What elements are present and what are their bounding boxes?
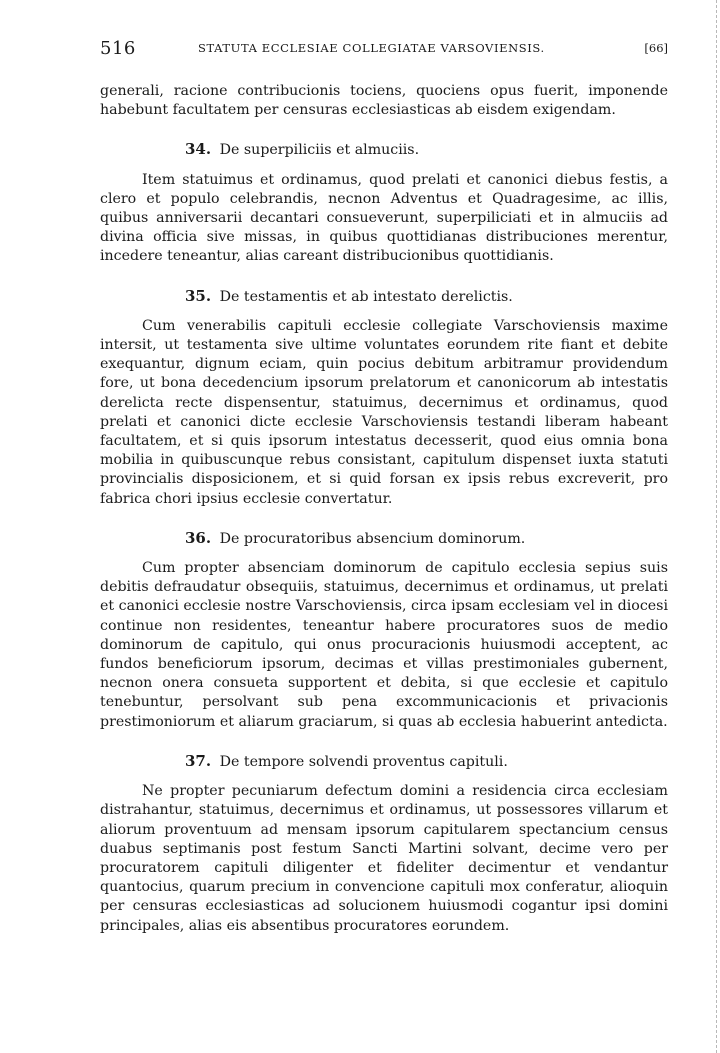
intro-paragraph: generali, racione contribucionis tociens, quociens opus fuerit, imponende habebunt facultatem per censuras ecclesiasticas ab eisdem exigendam. — [100, 83, 668, 119]
section-paragraph-35: Cum venerabilis capituli ecclesie collegiate Varschoviensis maxime intersit, ut testamenta sive ultime voluntates eorundem rite fiant et debite exequantur, dignum eciam, quin pocius debitum arbitramur providendum fore, ut bona decedencium ipsorum prelatorum et canonicorum ab intestatis derelicta recte dispensentur, statuimus, decernimus et ordinamus, quod prelati et canonici dicte ecclesie Varschoviensis testandi liberam habeant facultatem, et si quis ipsorum intestatus decesserit, quod eius omnia bona mobilia in quibuscunque rebus consistant, capitulum dispenset iuxta statuti provincialis disposicionem, et si quid forsan ex ipsis rebus excreverit, pro fabrica chori ipsius ecclesie convertatur. — [100, 317, 668, 507]
page-edge — [715, 0, 717, 1053]
section-title: De procuratoribus absencium dominorum. — [219, 530, 526, 547]
running-title: STATUTA ECCLESIAE COLLEGIATAE VARSOVIENSIS. — [198, 41, 545, 55]
section-paragraph-34: Item statuimus et ordinamus, quod prelati et canonici diebus festis, a clero et populo celebrandis, necnon Adventus et Quadragesime, ac illis, quibus anniversarii decantari consueverunt, superpiliciati et in almuciis ad divina officia sive missas, in quibus quottidianas distribuciones merentur, incedere teneantur, alias careant distribucionibus quottidianis. — [100, 171, 668, 265]
section-heading-37 — [100, 752, 668, 772]
section-number: 34. — [185, 140, 212, 159]
body-text — [100, 82, 668, 936]
section-paragraph-37: Ne propter pecuniarum defectum domini a residencia circa ecclesiam distrahantur, statuimus, decernimus et ordinamus, ut possessores villarum et aliorum proventuum ad mensam ipsorum capitularem spectancium census duabus septimanis post festum Sancti Martini solvant, decime vero per procuratorem capituli diligenter et fideliter decimentur et vendantur quantocius, quarum precium in convencione capituli mox conferatur, alioquin per censuras ecclesiasticas ad solucionem huiusmodi cogantur ipsi domini principales, alias eis absentibus procuratores eorundem. — [100, 783, 668, 934]
section-title: De testamentis et ab intestato derelictis. — [219, 288, 513, 305]
section-number: 36. — [185, 528, 212, 547]
section-paragraph-36: Cum propter absenciam dominorum de capitulo ecclesia sepius suis debitis defraudatur obsequiis, statuimus, decernimus et ordinamus, ut prelati et canonici ecclesie nostre Varschoviensis, circa ipsam ecclesiam vel in diocesi continue non residentes, teneantur habere procuratores suos de medio dominorum de capitulo, qui onus procuracionis huiusmodi acceptent, ac fundos beneficiorum ipsorum, decimas et villas prestimoniales gubernent, necnon onera consueta supportent et debita, si que ecclesie et capitulo tenebuntur, persolvant sub pena excommunicacionis et privacionis prestimoniorum et aliarum graciarum, si quas ab ecclesia habuerint antedicta. — [100, 560, 668, 730]
section-heading-36 — [100, 529, 668, 549]
section-number: 35. — [185, 286, 212, 305]
section-title: De tempore solvendi proventus capituli. — [219, 753, 508, 770]
section-heading-34 — [100, 140, 668, 160]
section-title: De superpiliciis et almuciis. — [219, 142, 420, 159]
page-number: 516 — [100, 38, 136, 59]
section-heading-35 — [100, 287, 668, 307]
page-reference: [66] — [644, 41, 668, 55]
section-number: 37. — [185, 751, 212, 770]
running-head — [100, 38, 668, 62]
